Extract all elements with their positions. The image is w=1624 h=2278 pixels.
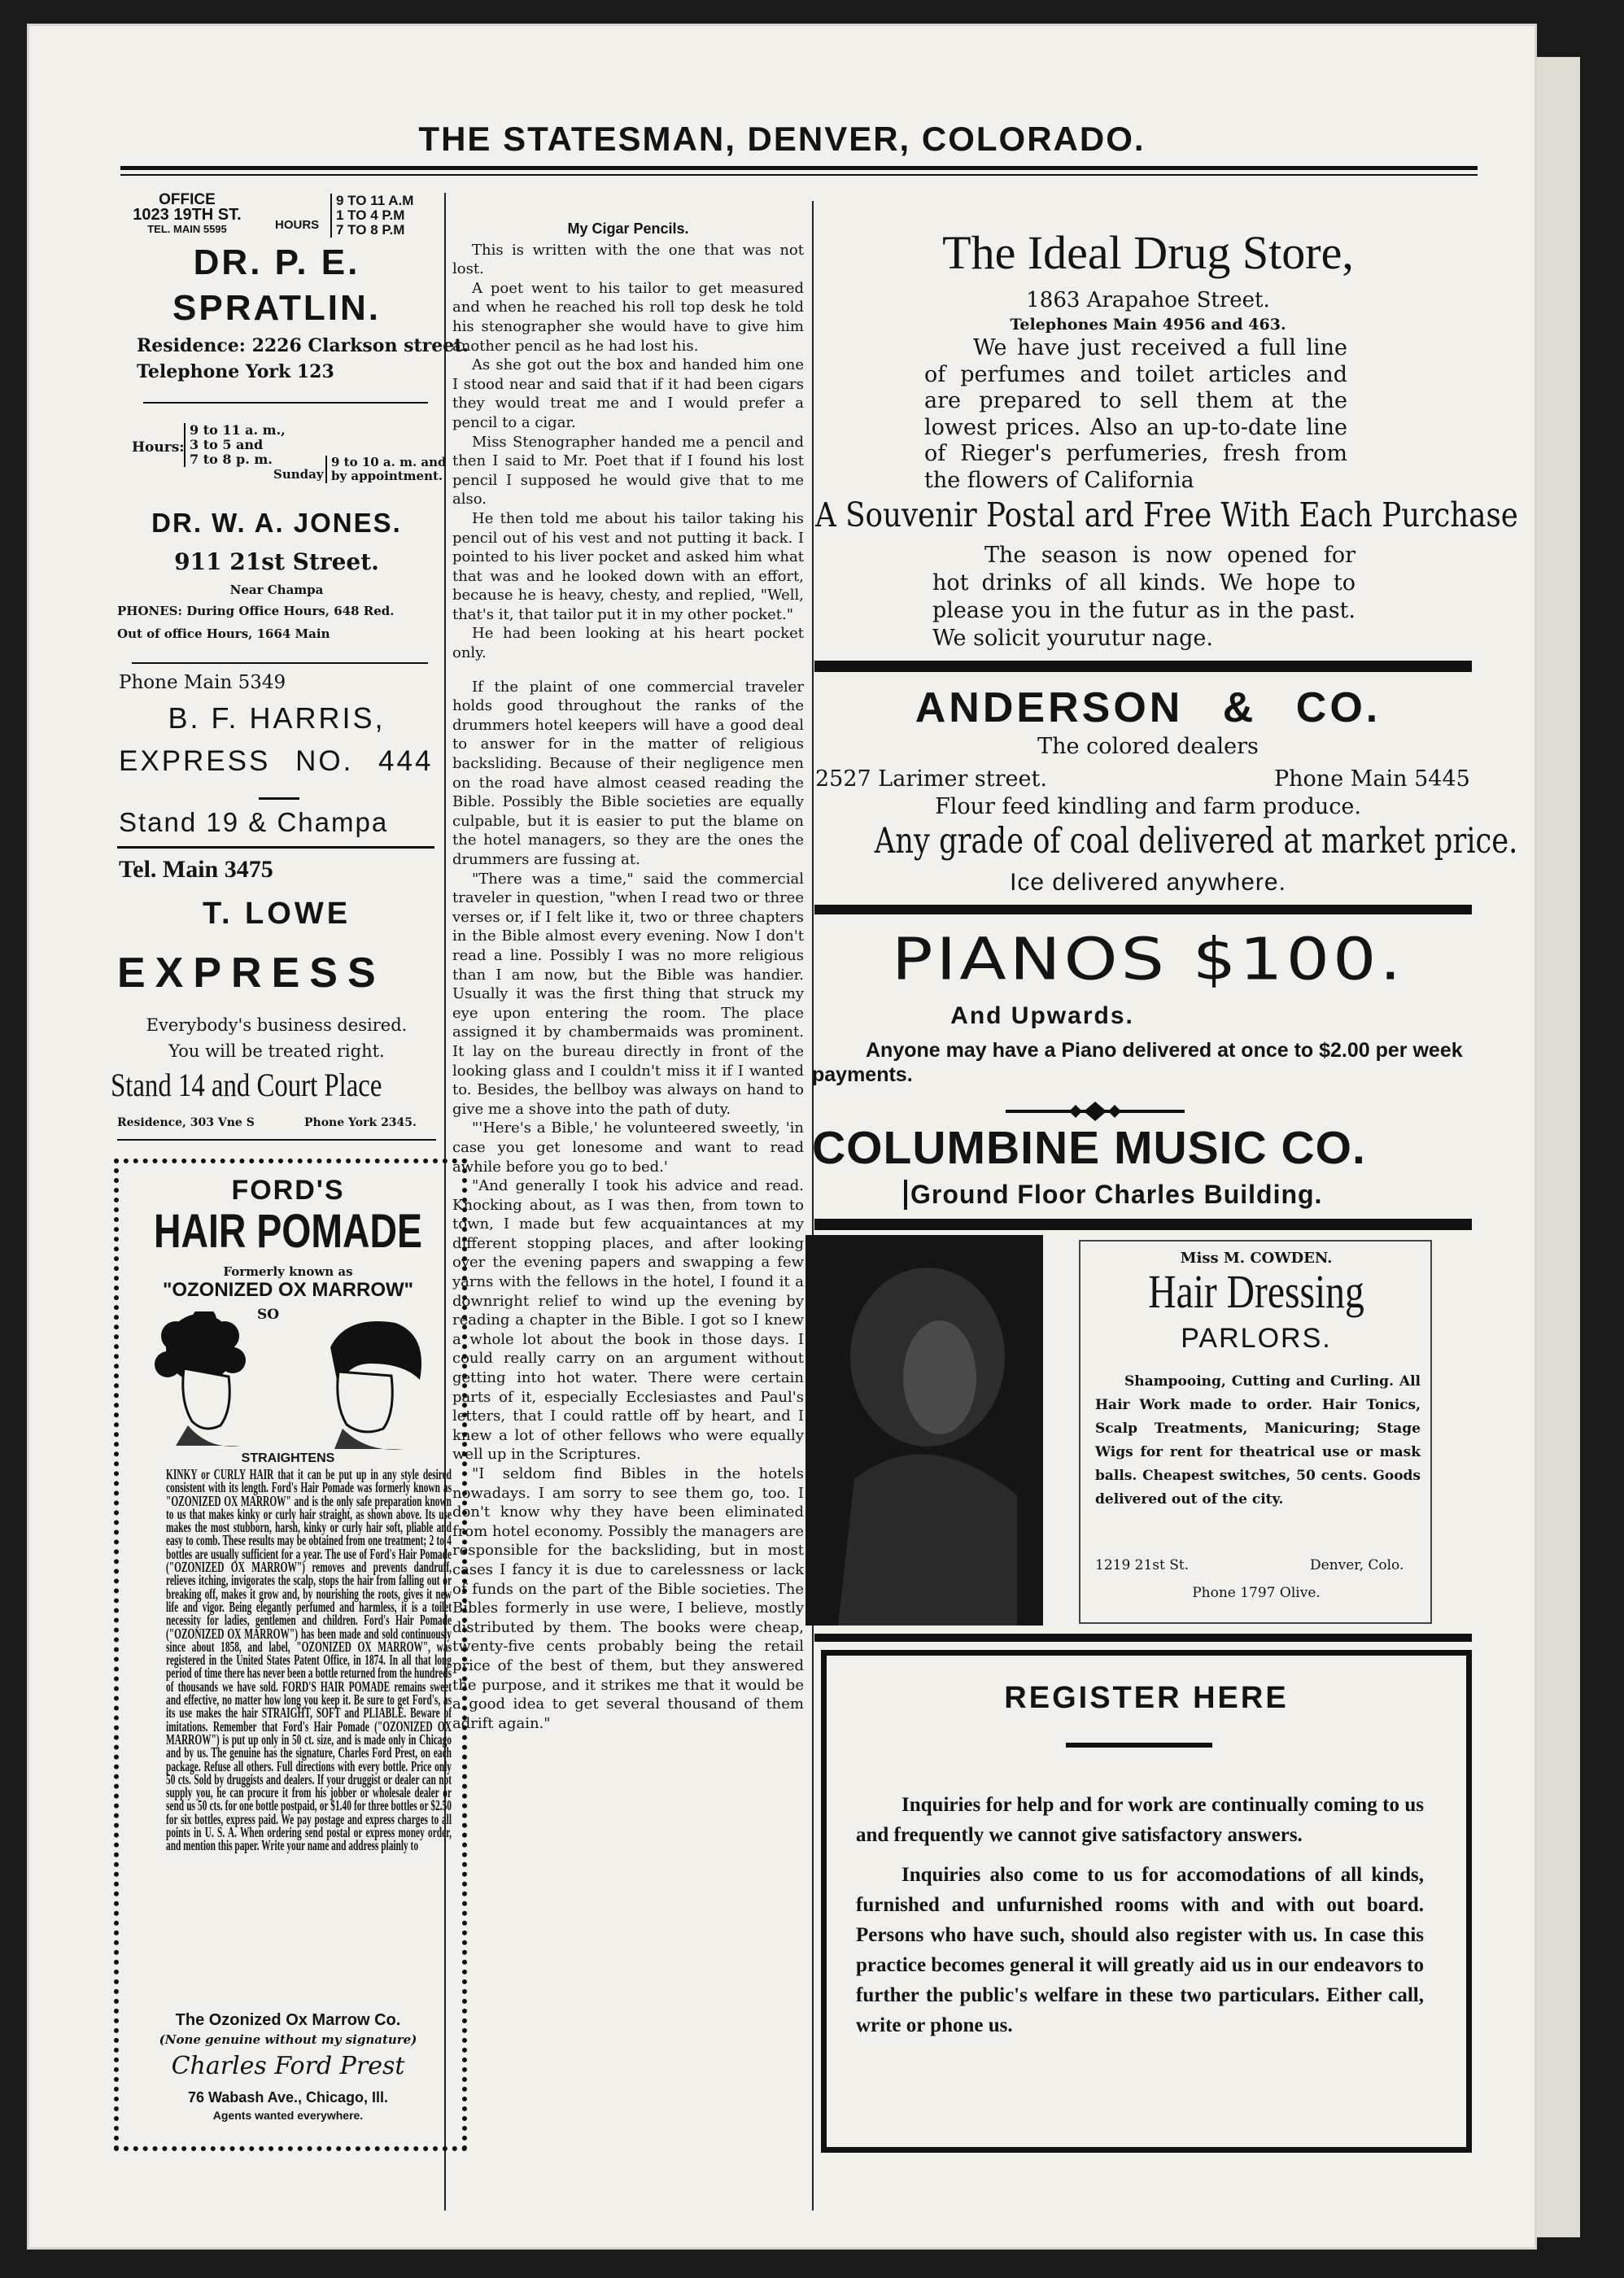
jones-name: DR. W. A. JONES. bbox=[151, 508, 402, 538]
woman-portrait-photo-icon bbox=[805, 1235, 1043, 1626]
divider-heavy bbox=[814, 1219, 1472, 1230]
article-paragraph: "'Here's a Bible,' he volunteered sweetly, 'in case you get lonesome and want to read awhile before you go to bed.' bbox=[452, 1119, 804, 1176]
pomade-so: SO bbox=[257, 1307, 280, 1323]
pomade-line-1: FORD'S bbox=[231, 1175, 345, 1206]
hours-line: 1 TO 4 P.M bbox=[336, 207, 405, 223]
jones-hours bbox=[184, 423, 286, 467]
lowe-stand: Stand 14 and Court Place bbox=[111, 1067, 382, 1103]
divider-heavy bbox=[814, 905, 1472, 914]
divider bbox=[117, 1139, 436, 1141]
cowden-body: Shampooing, Cutting and Curling. All Hair Work made to order. Hair Tonics, Scalp Treatments, Manicuring; Stage Wigs for rent for theatrical use or mask balls. Cheapest switches, 50 cents. Goods delivered out of the city. bbox=[1095, 1373, 1421, 1508]
drug-title: The Ideal Drug Store, bbox=[942, 226, 1354, 279]
article-paragraph: "There was a time," said the commercial traveler in question, "when I read two or three verses or, if I felt like it, two or three chapters in the Bible almost every evening. Now I don't read a line. Possibly I was no more religious than I am now, but the Bible was handier. Usually it was the first thing that struck my eye upon entering the room. The place assigned it by chambermaids was prominent. It lay on the bureau directly in front of the looking glass and I couldn't miss it if I wanted to. Besides, the bellboy was always on hand to give me a shove into the path of duty. bbox=[452, 870, 804, 1118]
register-paragraph: Inquiries also come to us for accomodations of all kinds, furnished and unfurnished rooms with and with out board. Persons who have such, should also register with us. In case this practice becomes general it will greatly aid us in our endeavors to further the public's welfare in these two particulars. Either call, write or phone us. bbox=[856, 1864, 1424, 2036]
hours-label: HOURS bbox=[275, 218, 320, 232]
spratlin-residence: Residence: 2226 Clarkson street. bbox=[137, 335, 469, 356]
masthead: THE STATESMAN, DENVER, COLORADO. bbox=[418, 120, 1146, 158]
pianos-body: Anyone may have a Piano delivered at once to $2.00 per week payments. bbox=[812, 1039, 1463, 1086]
cowden-name: Miss M. COWDEN. bbox=[1180, 1250, 1333, 1267]
spratlin-name-2: SPRATLIN. bbox=[172, 288, 381, 328]
article-paragraph: He then told me about his tailor taking his pencil out of his vest and not putting it back. I pointed to his liver pocket and asked him what that was and he looked down with an effort, because he is heavy, chesty, and replied, "Well, that's it, that tailor put it in my other pocket." bbox=[452, 509, 804, 623]
masthead-rule bbox=[120, 166, 1478, 170]
pianos-upwards: And Upwards. bbox=[950, 1002, 1134, 1029]
pomade-ox: "OZONIZED OX MARROW" bbox=[162, 1279, 414, 1301]
office-tel: TEL. MAIN 5595 bbox=[147, 223, 227, 235]
article-paragraph: If the plaint of one commercial traveler holds good throughout the ranks of the drummers hotel keepers will have a good deal to answer for in the matter of religious backsliding. Because of their negligence men on the road have almost ceased reading the Bible. Possibly the Bible societies are equally culpable, but it is easier to put the blame on the hotel managers, so they are the ones the drummers are fussing at. bbox=[452, 678, 804, 868]
pomade-address: 76 Wabash Ave., Chicago, Ill. bbox=[187, 2089, 389, 2106]
register-body bbox=[856, 1790, 1424, 2050]
drug-address: 1863 Arapahoe Street. bbox=[1026, 288, 1270, 312]
article-paragraph: This is written with the one that was not lost. bbox=[452, 241, 804, 278]
pomade-line-2: HAIR POMADE bbox=[154, 1205, 422, 1258]
anderson-tagline: The colored dealers bbox=[1037, 734, 1259, 759]
cowden-phone: Phone 1797 Olive. bbox=[1192, 1585, 1321, 1601]
jones-address: 911 21st Street. bbox=[174, 548, 379, 575]
anderson-address: 2527 Larimer street. bbox=[815, 766, 1047, 792]
harris-name: B. F. HARRIS, bbox=[168, 701, 386, 735]
article-paragraph: He had been looking at his heart pocket only. bbox=[452, 625, 804, 662]
hours-line: 9 to 10 a. m. and bbox=[331, 455, 447, 469]
hours-line: 7 to 8 p. m. bbox=[190, 452, 273, 467]
drug-souvenir: A Souvenir Postal ard Free With Each Purchase bbox=[815, 495, 1518, 535]
office-address: 1023 19TH ST. bbox=[133, 206, 242, 224]
spratlin-hours bbox=[330, 194, 413, 238]
hours-line: 9 TO 11 A.M bbox=[336, 193, 414, 208]
pomade-formerly: Formerly known as bbox=[223, 1264, 353, 1279]
lowe-express: EXPRESS bbox=[117, 949, 386, 997]
newspaper-page bbox=[29, 26, 1535, 2247]
pomade-agents: Agents wanted everywhere. bbox=[212, 2109, 364, 2122]
pomade-genuine: (None genuine without my signature) bbox=[159, 2032, 417, 2047]
lowe-line-2: You will be treated right. bbox=[168, 1041, 385, 1061]
jones-near: Near Champa bbox=[229, 583, 324, 597]
jones-phones-1: PHONES: During Office Hours, 648 Red. bbox=[117, 604, 395, 618]
cowden-address: 1219 21st St. bbox=[1095, 1557, 1190, 1573]
jones-phones-2: Out of office Hours, 1664 Main bbox=[117, 626, 330, 641]
divider-heavy bbox=[814, 661, 1472, 672]
divider bbox=[117, 846, 434, 849]
divider bbox=[132, 662, 428, 664]
register-paragraph: Inquiries for help and for work are continually coming to us and frequently we cannot give satisfactory answers. bbox=[856, 1794, 1424, 1846]
lowe-tel: Tel. Main 3475 bbox=[119, 856, 273, 883]
cowden-title: Hair Dressing bbox=[1148, 1265, 1364, 1318]
ornament-divider-icon bbox=[1006, 1102, 1185, 1121]
hours-line: 9 to 11 a. m., bbox=[190, 422, 286, 438]
drug-season: The season is now opened for hot drinks of all kinds. We hope to please you in the futur as in the past. We solicit yourutur nage. bbox=[932, 543, 1356, 651]
drug-phones: Telephones Main 4956 and 463. bbox=[1010, 316, 1286, 334]
article-paragraph: Miss Stenographer handed me a pencil and then I said to Mr. Poet that if I found his lost pencil I supposed he would give that to me also. bbox=[452, 433, 804, 508]
pianos-company: COLUMBINE MUSIC CO. bbox=[812, 1122, 1366, 1174]
spratlin-office bbox=[122, 193, 252, 237]
harris-express: EXPRESS NO. 444 bbox=[119, 745, 434, 777]
register-title: REGISTER HERE bbox=[1004, 1681, 1289, 1715]
spratlin-telephone: Telephone York 123 bbox=[137, 361, 334, 382]
divider-short bbox=[259, 797, 299, 800]
pomade-straightens: STRAIGHTENS bbox=[241, 1451, 335, 1465]
column-divider bbox=[812, 201, 814, 2210]
harris-phone: Phone Main 5349 bbox=[119, 672, 286, 693]
hours-line: by appointment. bbox=[331, 469, 443, 483]
pianos-title: PIANOS $100. bbox=[891, 925, 1405, 993]
spratlin-name-1: DR. P. E. bbox=[193, 242, 360, 282]
article-paragraph: As she got out the box and handed him one I stood near and said that if it had been cigars they would treat me and I would prefer a pencil to a cigar. bbox=[452, 356, 804, 431]
cowden-parlors: PARLORS. bbox=[1181, 1323, 1332, 1354]
anderson-phone: Phone Main 5445 bbox=[1274, 766, 1470, 792]
article-paragraph: "I seldom find Bibles in the hotels nowadays. I am sorry to see them go, too. I don't know why they have been eliminated from hotel economy. Possibly the managers are responsible for the backsliding, but in most cases I fancy it is due to carelessness or lack of funds on the part of the Bible societies. The Bibles formerly in use were, I believe, mostly distributed by them. The books were cheap, twenty-five cents probably being the retail price of the best of them, but they answered the purpose, and it strikes me that it would be a good idea to get several thousand of them adrift again." bbox=[452, 1465, 804, 1732]
article-paragraph: A poet went to his tailor to get measured and when he reached his roll top desk he told his stenographer she would have to give him another pencil as he had lost his. bbox=[452, 279, 804, 355]
harris-stand: Stand 19 & Champa bbox=[119, 807, 389, 837]
article-column bbox=[452, 220, 804, 1733]
pomade-company: The Ozonized Ox Marrow Co. bbox=[175, 2011, 401, 2029]
anderson-line: Flour feed kindling and farm produce. bbox=[935, 794, 1361, 819]
paper-edge bbox=[1531, 57, 1580, 2237]
lowe-line-1: Everybody's business desired. bbox=[146, 1015, 408, 1035]
lowe-name: T. LOWE bbox=[202, 897, 351, 931]
jones-sunday-hours bbox=[325, 456, 447, 483]
divider-heavy bbox=[814, 1634, 1472, 1642]
hours-line: 3 to 5 and bbox=[190, 437, 264, 452]
divider bbox=[143, 402, 428, 404]
anderson-name: ANDERSON & CO. bbox=[915, 684, 1382, 731]
woman-profile-illustration-icon bbox=[143, 1311, 282, 1450]
office-label: OFFICE bbox=[159, 191, 216, 208]
anderson-coal: Any grade of coal delivered at market price. bbox=[874, 821, 1518, 862]
divider-short bbox=[1066, 1743, 1212, 1748]
jones-sunday-label: Sunday bbox=[273, 467, 324, 482]
lowe-residence: Residence, 303 Vne S bbox=[117, 1116, 255, 1129]
anderson-ice: Ice delivered anywhere. bbox=[1010, 869, 1286, 896]
jones-hours-label: Hours: bbox=[132, 439, 185, 456]
pomade-body: KINKY or CURLY HAIR that it can be put up in any style desired consistent with its length. Ford's Hair Pomade was formerly known as "OZONIZED OX MARROW" and is the only safe preparation known to us that makes kinky or curly hair straight, as shown above. Its use makes the most stubborn, harsh, kinky or curly hair soft, pliable and easy to comb. These results may be obtained from one treatment; 2 to 4 bottles are usually sufficient for a year. The use of Ford's Hair Pomade ("OZONIZED OX MARROW") removes and prevents dandruff, relieves itching, invigorates the scalp, stops the hair from falling out or breaking off, makes it grow and, by nourishing the roots, gives it new life and vigor. Being elegantly perfumed and harmless, it is a toilet necessity for ladies, gentlemen and children. Ford's Hair Pomade ("OZONIZED OX MARROW") has been made and sold continuously since about 1858, and label, "OZONIZED OX MARROW", was registered in the United States Patent Office, in 1874. In all that long period of time there has never been a bottle returned from the hundreds of thousands we have sold. FORD'S HAIR POMADE remains sweet and effective, no matter how long you keep it. Be sure to get Ford's, as its use makes the hair STRAIGHT, SOFT and PLIABLE. Beware of imitations. Remember that Ford's Hair Pomade ("OZONIZED OX MARROW") is put up only in 50 ct. size, and is made only in Chicago and by us. The genuine has the signature, Charles Ford Prest, on each package. Refuse all others. Full directions with every bottle. Price only 50 cts. Sold by druggists and dealers. If your druggist or dealer can not supply you, he can procure it from his jobber or wholesale dealer or send us 50 cts. for one bottle postpaid, or $1.40 for three bottles or $2.50 for six bottles, express paid. We pay postage and express charges to all points in U. S. A. When ordering send postal or express money order, and mention this paper. Write your name and address plainly to bbox=[166, 1466, 452, 1854]
pomade-signature: Charles Ford Prest bbox=[171, 2052, 405, 2080]
article-paragraph: "And generally I took his advice and read. Knocking about, as I was then, from town to town, I made but few acquaintances at my different stopping places, and after looking over the evening papers and swapping a few yarns with the fellows in the hotel, I found it a downright relief to wind up the evening by reading a chapter in the Bible. I got so I knew a whole lot about the book in those days. I could really carry on an argument without getting into hot water. There were certain parts of it, especially Ecclesiastes and Paul's letters, that I could rattle off by heart, and I knew a lot of other fellows who were equally well up in the Scriptures. bbox=[452, 1177, 804, 1464]
cowden-city: Denver, Colo. bbox=[1310, 1557, 1404, 1573]
masthead-rule-thin bbox=[120, 174, 1478, 176]
woman-profile-illustration-icon bbox=[314, 1315, 436, 1453]
hours-line: 7 TO 8 P.M bbox=[336, 222, 405, 238]
lowe-phone: Phone York 2345. bbox=[304, 1116, 417, 1129]
drug-body: We have just received a full line of perfumes and toilet articles and are prepared to sell them at the lowest prices. Also an up-to-date line of Rieger's perfumeries, fresh from the flowers of California bbox=[924, 335, 1347, 493]
pianos-location: Ground Floor Charles Building. bbox=[904, 1180, 1322, 1210]
article-heading: My Cigar Pencils. bbox=[567, 220, 689, 237]
